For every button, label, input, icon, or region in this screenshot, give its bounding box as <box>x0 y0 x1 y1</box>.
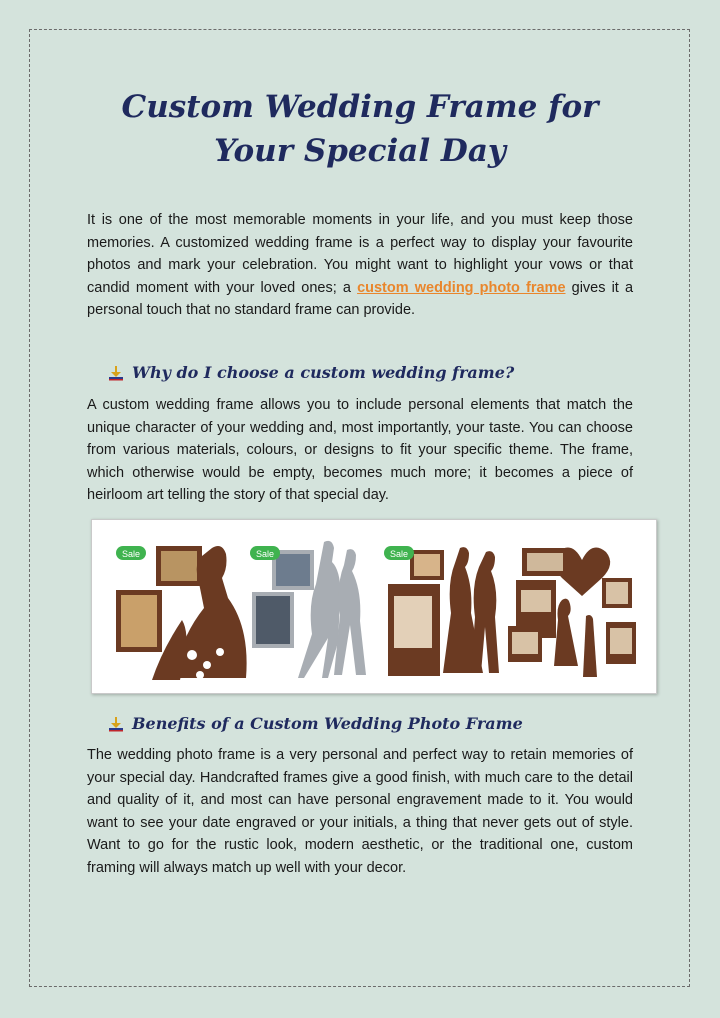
wedding-frames-illustration <box>92 520 656 693</box>
section2-body: The wedding photo frame is a very personal and perfect way to retain memories of your special day. Handcrafted frames give a good finish, with much care to the detail and quality of it, and most can have personal engravement made to it. You would want to see your date engraved or your initials, a thing that never gets out of style. Want to go for the rustic look, modern aesthetic, or the traditional one, custom framing will always match up well with your decor. <box>87 747 633 876</box>
title-line-2: Your Special Day <box>214 133 506 169</box>
frame-product-3 <box>384 546 499 676</box>
page-title <box>60 85 660 173</box>
intro-text-start: It is one of the most memorable moments in your life, and you must keep those memories. A customized wedding frame is a perfect way to display your favourite photos and mark your celebration. You might want to highlight your vows or that candid moment with your loved ones; a <box>87 212 633 296</box>
custom-wedding-photo-frame-link[interactable]: custom wedding photo frame <box>357 279 566 296</box>
section1-heading-text: Why do I choose a custom wedding frame? <box>132 363 515 382</box>
arrow-bullet-icon <box>108 365 124 381</box>
section1-body: A custom wedding frame allows you to include personal elements that match the unique character of your wedding and, most importantly, your taste. You can choose from various materials, colours, or designs to fit your specific theme. The frame, which otherwise would be empty, becomes much more; it becomes a piece of heirloom art telling the story of that special day. <box>87 397 633 503</box>
arrow-bullet-icon <box>108 716 124 732</box>
frame-product-2 <box>250 541 366 678</box>
wedding-frames-product-image <box>91 519 657 694</box>
sale-badge-3: Sale <box>389 549 409 559</box>
intro-text-end: gives it a personal touch that no standard frame can provide. <box>87 279 634 318</box>
section1-heading <box>108 362 514 384</box>
title-line-1: Custom Wedding Frame for <box>121 89 599 125</box>
section2-heading <box>108 713 523 735</box>
frame-product-1 <box>116 546 247 680</box>
intro-paragraph <box>87 209 633 322</box>
sale-badge-2: Sale <box>255 549 275 559</box>
section2-heading-text: Benefits of a Custom Wedding Photo Frame <box>132 714 523 733</box>
frame-product-4 <box>508 548 636 678</box>
sale-badge-1: Sale <box>121 549 141 559</box>
